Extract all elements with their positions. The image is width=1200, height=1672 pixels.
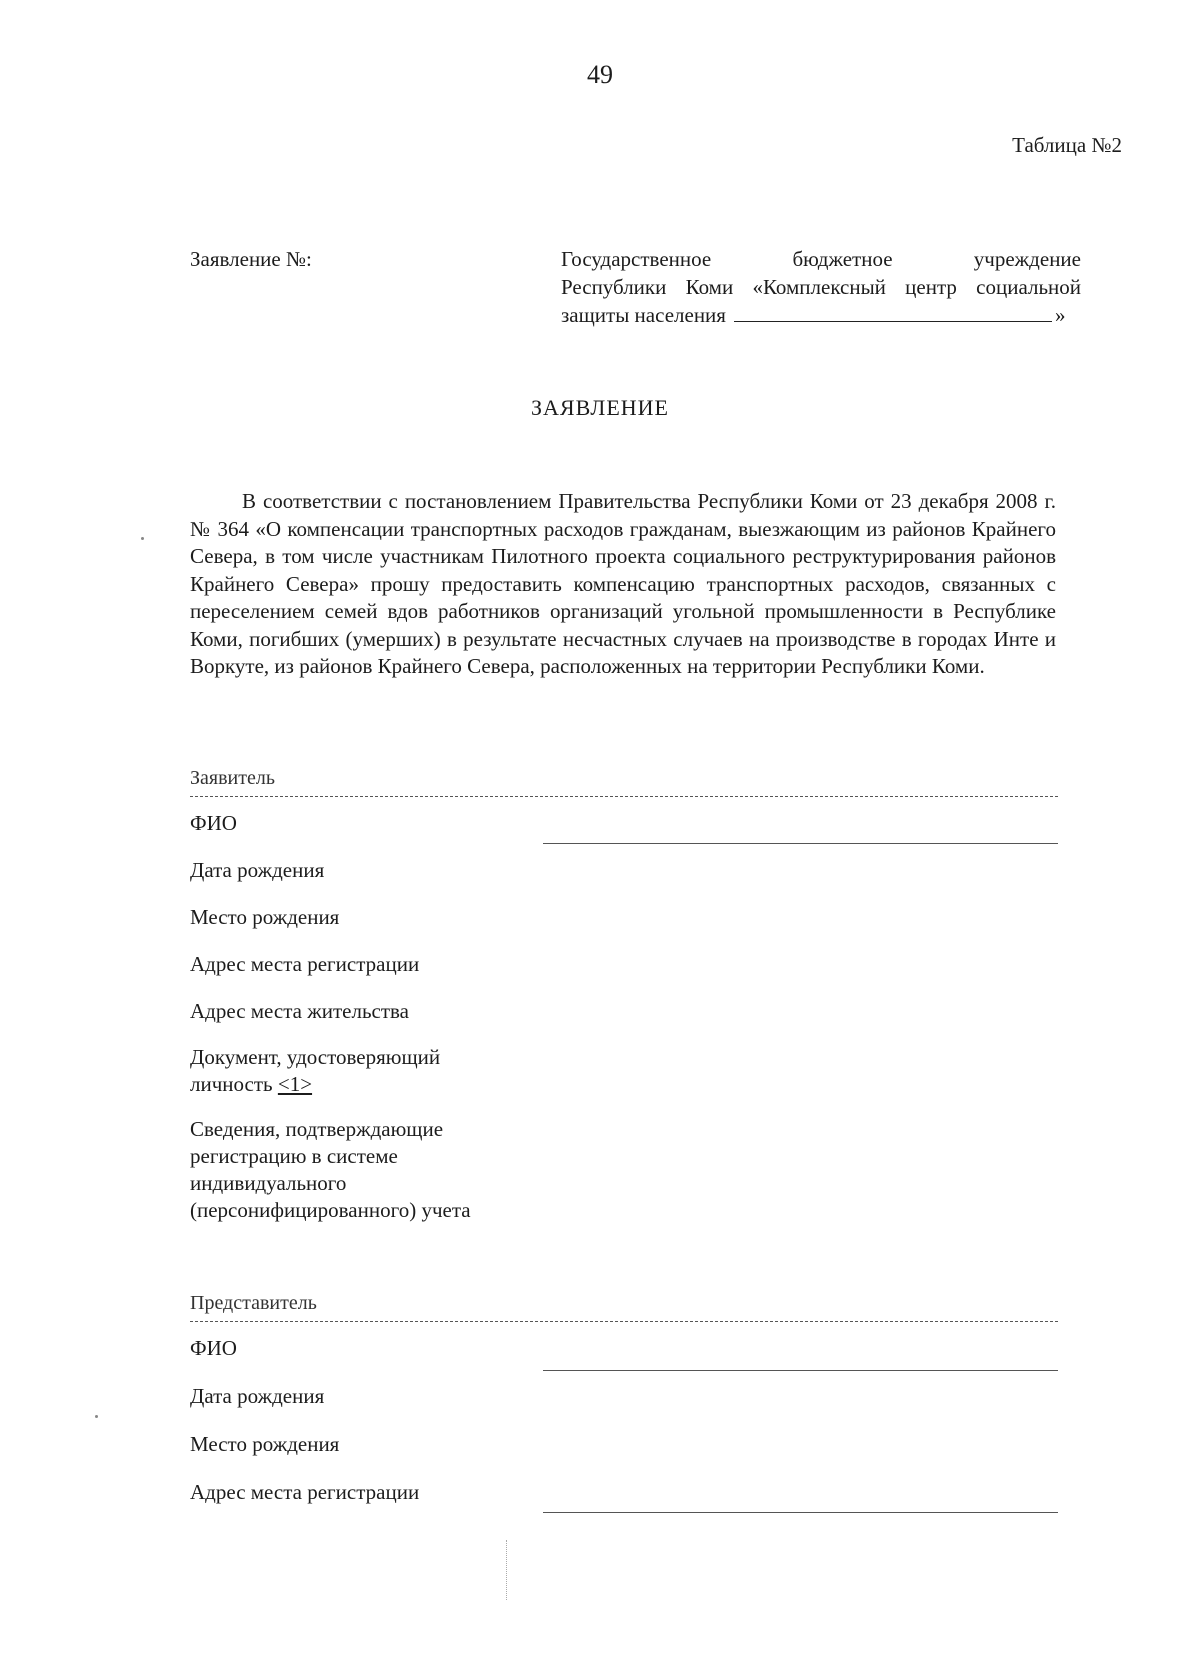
applicant-pension-info-label: Сведения, подтверждающие регистрацию в системе индивидуального (персонифицированного) учета [190,1117,471,1222]
applicant-registration-address-label: Адрес места регистрации [190,952,420,976]
applicant-residence-address-label: Адрес места жительства [190,999,409,1023]
applicant-divider [190,796,1058,797]
body-paragraph: В соответствии с постановлением Правительства Республики Коми от 23 декабря 2008 г. № 364 «О компенсации транспортных расходов гражданам, выезжающим из районов Крайнего Севера, в том числе участникам Пилотного проекта социального реструктурирования районов Крайнего Севера» прошу предоставить компенсацию транспортных расходов, связанных с переселением семей вдов работников организаций угольной промышленности в Республике Коми, погибших (умерших) в результате несчастных случаев на производстве в городах Инте и Воркуте, из районов Крайнего Севера, расположенных на территории Республики Коми. [190,489,1056,678]
document-title: ЗАЯВЛЕНИЕ [531,395,669,420]
scan-speck [141,537,144,540]
representative-registration-line[interactable] [543,1512,1058,1513]
representative-divider [190,1321,1058,1322]
addressee-line-3-prefix: защиты населения [561,303,726,327]
applicant-section-label: Заявитель [190,767,275,789]
table-label: Таблица №2 [1012,133,1122,157]
applicant-birth-date-label: Дата рождения [190,858,325,882]
addressee-line-1: Государственное бюджетное учреждение [561,247,1081,271]
representative-birth-date-label: Дата рождения [190,1384,325,1408]
applicant-fio-line[interactable] [543,843,1058,844]
scan-mark [506,1540,507,1600]
representative-registration-address-label: Адрес места регистрации [190,1480,420,1504]
scan-speck [95,1415,98,1418]
representative-section-label: Представитель [190,1292,317,1314]
addressee-blank-field[interactable] [734,303,1052,322]
page-number: 49 [587,60,613,89]
representative-birth-place-label: Место рождения [190,1432,340,1456]
applicant-id-document-footnote-ref[interactable]: <1> [277,1072,313,1096]
application-number-label: Заявление №: [190,247,312,271]
addressee-line-3-suffix: » [1054,303,1066,327]
addressee-line-2: Республики Коми «Комплексный центр социальной [561,275,1081,299]
applicant-fio-label: ФИО [190,811,237,835]
representative-fio-label: ФИО [190,1336,237,1360]
applicant-id-document-label [190,1044,490,1098]
applicant-birth-place-label: Место рождения [190,905,340,929]
addressee-block [561,245,1081,329]
addressee-line-3 [561,301,1081,329]
representative-fio-line[interactable] [543,1370,1058,1371]
applicant-id-document-text: Документ, удостоверяющий личность [190,1045,441,1096]
